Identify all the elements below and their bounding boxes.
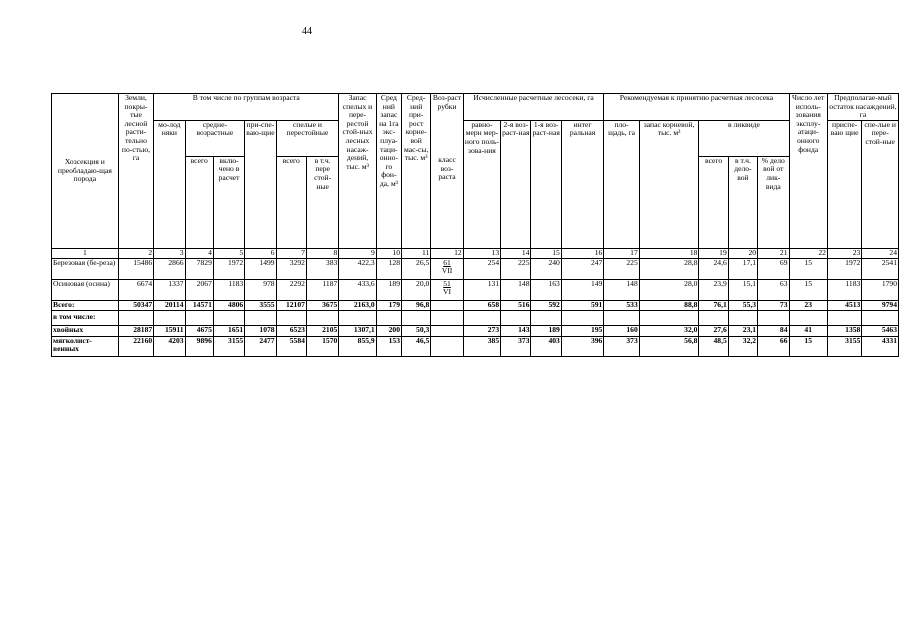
col-number: 24 xyxy=(862,248,899,258)
header-liquid-business: в т.ч. дело-вой xyxy=(728,156,757,248)
cell: 63 xyxy=(758,279,789,300)
header-first-age: 1-я воз-раст-ная xyxy=(531,120,561,248)
rotation-class-value: VI xyxy=(443,287,452,297)
row-label: Березовая (бе-реза) xyxy=(52,258,119,279)
header-middle-aged: средне-возрастные xyxy=(185,120,245,156)
col-number: 16 xyxy=(561,248,604,258)
cell: 2292 xyxy=(276,279,306,300)
cell: 9896 xyxy=(185,336,213,356)
cell: 20114 xyxy=(154,300,185,310)
col-number: 6 xyxy=(245,248,276,258)
cell: 1078 xyxy=(245,325,276,336)
col-number: 19 xyxy=(699,248,728,258)
header-second-age: 2-я воз-раст-ная xyxy=(501,120,531,248)
header-middle-included: вклю-чено в расчет xyxy=(213,156,244,248)
header-rotation-age: Воз-раст рубки xyxy=(431,94,463,157)
header-age-class: класс воз-раста xyxy=(431,156,463,248)
header-farm-section: Хозсекция и преобладаю-щая порода xyxy=(52,94,119,249)
cell: 189 xyxy=(376,279,401,300)
header-mature-stock: Запас спелых и пере-рестой стой-ных лесных насаж-дений, тыс. м³ xyxy=(339,94,376,249)
cell: 978 xyxy=(245,279,276,300)
header-mature: спелые и перестойные xyxy=(276,120,339,156)
table-row xyxy=(52,336,899,356)
col-number: 2 xyxy=(118,248,153,258)
cell: 76,1 xyxy=(699,300,728,310)
cell xyxy=(431,300,463,310)
cell: 4806 xyxy=(213,300,244,310)
cell: 3155 xyxy=(827,336,861,356)
cell xyxy=(431,325,463,336)
row-label: Всего: xyxy=(52,300,119,310)
row-label: хвойных xyxy=(52,325,119,336)
cell: 240 xyxy=(531,258,561,279)
cell: 22160 xyxy=(118,336,153,356)
cell: 15 xyxy=(789,279,827,300)
rotation-cell xyxy=(431,279,463,300)
cell: 179 xyxy=(376,300,401,310)
header-maturing: при-спе-ваю-щие xyxy=(245,120,276,248)
header-calculated-cut: Исчисленные расчетные лесосеки, га xyxy=(463,94,604,121)
cell: 73 xyxy=(758,300,789,310)
cell: 1972 xyxy=(827,258,861,279)
col-number: 12 xyxy=(431,248,463,258)
cell: 7829 xyxy=(185,258,213,279)
header-remaining-maturing: приспе-ваю щие xyxy=(827,120,861,248)
cell: 2067 xyxy=(185,279,213,300)
cell: 1183 xyxy=(827,279,861,300)
col-number: 11 xyxy=(402,248,431,258)
cell xyxy=(431,336,463,356)
cell: 422,3 xyxy=(339,258,376,279)
cell: 403 xyxy=(531,336,561,356)
cell: 2105 xyxy=(306,325,338,336)
cell: 26,5 xyxy=(402,258,431,279)
header-liquid-total: всего xyxy=(699,156,728,248)
header-middle-total: всего xyxy=(185,156,213,248)
cell: 1358 xyxy=(827,325,861,336)
header-mature-overmature: в т.ч. пере стой-ные xyxy=(306,156,338,248)
cell: 4331 xyxy=(862,336,899,356)
cell: 1499 xyxy=(245,258,276,279)
cell: 1790 xyxy=(862,279,899,300)
cell: 23 xyxy=(789,300,827,310)
cell: 56,8 xyxy=(639,336,699,356)
col-number: 15 xyxy=(531,248,561,258)
cell: 88,8 xyxy=(639,300,699,310)
cell: 373 xyxy=(604,336,639,356)
cell: 28,8 xyxy=(639,258,699,279)
col-number: 5 xyxy=(213,248,244,258)
cell: 2541 xyxy=(862,258,899,279)
cell: 32,2 xyxy=(728,336,757,356)
cell: 28187 xyxy=(118,325,153,336)
cell: 2477 xyxy=(245,336,276,356)
col-number: 20 xyxy=(728,248,757,258)
cell: 5584 xyxy=(276,336,306,356)
cell: 3155 xyxy=(213,336,244,356)
cell: 15 xyxy=(789,336,827,356)
cell: 5463 xyxy=(862,325,899,336)
cell: 160 xyxy=(604,325,639,336)
cell: 1307,1 xyxy=(339,325,376,336)
cell: 15 xyxy=(789,258,827,279)
table-row xyxy=(52,258,899,279)
table-row xyxy=(52,279,899,300)
cell: 50347 xyxy=(118,300,153,310)
cell: 855,9 xyxy=(339,336,376,356)
col-number: 13 xyxy=(463,248,500,258)
cell: 658 xyxy=(463,300,500,310)
row-label: Осиновая (осина) xyxy=(52,279,119,300)
cell: 153 xyxy=(376,336,401,356)
header-integral: интег ральная xyxy=(561,120,604,248)
cell: 592 xyxy=(531,300,561,310)
cell: 4203 xyxy=(154,336,185,356)
cell: 1187 xyxy=(306,279,338,300)
col-number: 9 xyxy=(339,248,376,258)
cell: 15911 xyxy=(154,325,185,336)
cell: 55,3 xyxy=(728,300,757,310)
cell: 14571 xyxy=(185,300,213,310)
cell: 225 xyxy=(604,258,639,279)
cell: 128 xyxy=(376,258,401,279)
cell: 189 xyxy=(531,325,561,336)
cell: 148 xyxy=(501,279,531,300)
header-years-of-use: Число лет исполь-зования эксплу-атаци-онного фонда xyxy=(789,94,827,249)
cell: 254 xyxy=(463,258,500,279)
cell: 15486 xyxy=(118,258,153,279)
col-number: 10 xyxy=(376,248,401,258)
cell: 131 xyxy=(463,279,500,300)
forest-table xyxy=(51,93,899,357)
cell: 17,1 xyxy=(728,258,757,279)
header-uniform-use: равно-мерн мер-ного поль-зова-ния xyxy=(463,120,500,248)
header-liquid: в ликвиде xyxy=(699,120,789,156)
cell: 396 xyxy=(561,336,604,356)
header-age-groups: В том числе по группам возраста xyxy=(154,94,339,121)
cell: 84 xyxy=(758,325,789,336)
header-root-stock: запас корневой, тыс. м³ xyxy=(639,120,699,248)
cell: 41 xyxy=(789,325,827,336)
cell: 533 xyxy=(604,300,639,310)
header-area: пло-щадь, га xyxy=(604,120,639,248)
col-number: 1 xyxy=(52,248,119,258)
cell: 433,6 xyxy=(339,279,376,300)
cell: 1972 xyxy=(213,258,244,279)
header-liquid-percent: % дело вой от лик-вида xyxy=(758,156,789,248)
cell: 273 xyxy=(463,325,500,336)
cell: 148 xyxy=(604,279,639,300)
cell: 1570 xyxy=(306,336,338,356)
header-mature-total: всего xyxy=(276,156,306,248)
cell: 24,6 xyxy=(699,258,728,279)
table-row xyxy=(52,300,899,310)
rotation-age-value: 61 xyxy=(443,258,451,267)
cell: 195 xyxy=(561,325,604,336)
cell: 4513 xyxy=(827,300,861,310)
table-row xyxy=(52,325,899,336)
cell: 2866 xyxy=(154,258,185,279)
cell: 163 xyxy=(531,279,561,300)
cell: 373 xyxy=(501,336,531,356)
cell: 50,3 xyxy=(402,325,431,336)
header-young: мо-лод няки xyxy=(154,120,185,248)
header-remaining-mature: спе-лые и пере-стой-ные xyxy=(862,120,899,248)
cell: 3292 xyxy=(276,258,306,279)
row-label: мягколист-венных xyxy=(52,336,119,356)
cell: 27,6 xyxy=(699,325,728,336)
cell: 225 xyxy=(501,258,531,279)
cell: 200 xyxy=(376,325,401,336)
cell: 69 xyxy=(758,258,789,279)
page-number: 44 xyxy=(302,26,312,37)
cell: 1337 xyxy=(154,279,185,300)
cell: 3555 xyxy=(245,300,276,310)
cell: 516 xyxy=(501,300,531,310)
cell: 2163,0 xyxy=(339,300,376,310)
cell: 591 xyxy=(561,300,604,310)
table-row xyxy=(52,310,899,325)
col-number: 14 xyxy=(501,248,531,258)
cell: 48,5 xyxy=(699,336,728,356)
col-number: 18 xyxy=(639,248,699,258)
cell: 4675 xyxy=(185,325,213,336)
rotation-age-value: 51 xyxy=(443,279,451,288)
cell: 3675 xyxy=(306,300,338,310)
col-number: 7 xyxy=(276,248,306,258)
col-number: 23 xyxy=(827,248,861,258)
col-number: 8 xyxy=(306,248,338,258)
cell: 66 xyxy=(758,336,789,356)
cell: 32,0 xyxy=(639,325,699,336)
cell: 96,8 xyxy=(402,300,431,310)
cell: 9794 xyxy=(862,300,899,310)
cell: 247 xyxy=(561,258,604,279)
rotation-class-value: VII xyxy=(441,266,453,276)
cell: 23,9 xyxy=(699,279,728,300)
header-mean-stock: Сред ний запас на 1га экс-плуа-таци-онно-го фон-да, м³ xyxy=(376,94,401,249)
col-number: 3 xyxy=(154,248,185,258)
col-number: 17 xyxy=(604,248,639,258)
header-mean-growth: Сред-ний при-рост корне-вой мас-сы, тыс. м³ xyxy=(402,94,431,249)
header-forest-area: Земли, покры-тые лесной расти-тельно по-стью, га xyxy=(118,94,153,249)
cell: 143 xyxy=(501,325,531,336)
header-recommended-cut: Рекомендуемая к принятию расчетная лесосека xyxy=(604,94,789,121)
col-number: 21 xyxy=(758,248,789,258)
cell: 6674 xyxy=(118,279,153,300)
cell: 149 xyxy=(561,279,604,300)
cell: 23,1 xyxy=(728,325,757,336)
header-remaining-stands: Предполагае-мый остаток насаждений, га xyxy=(829,93,897,120)
cell: 28,0 xyxy=(639,279,699,300)
col-number: 4 xyxy=(185,248,213,258)
cell: 20,0 xyxy=(402,279,431,300)
cell: 12107 xyxy=(276,300,306,310)
cell: 385 xyxy=(463,336,500,356)
cell: 1651 xyxy=(213,325,244,336)
cell: 46,5 xyxy=(402,336,431,356)
cell: 1183 xyxy=(213,279,244,300)
cell: 383 xyxy=(306,258,338,279)
cell: 15,1 xyxy=(728,279,757,300)
row-label: в том числе: xyxy=(52,310,119,325)
rotation-cell xyxy=(431,258,463,279)
col-number: 22 xyxy=(789,248,827,258)
cell: 6523 xyxy=(276,325,306,336)
